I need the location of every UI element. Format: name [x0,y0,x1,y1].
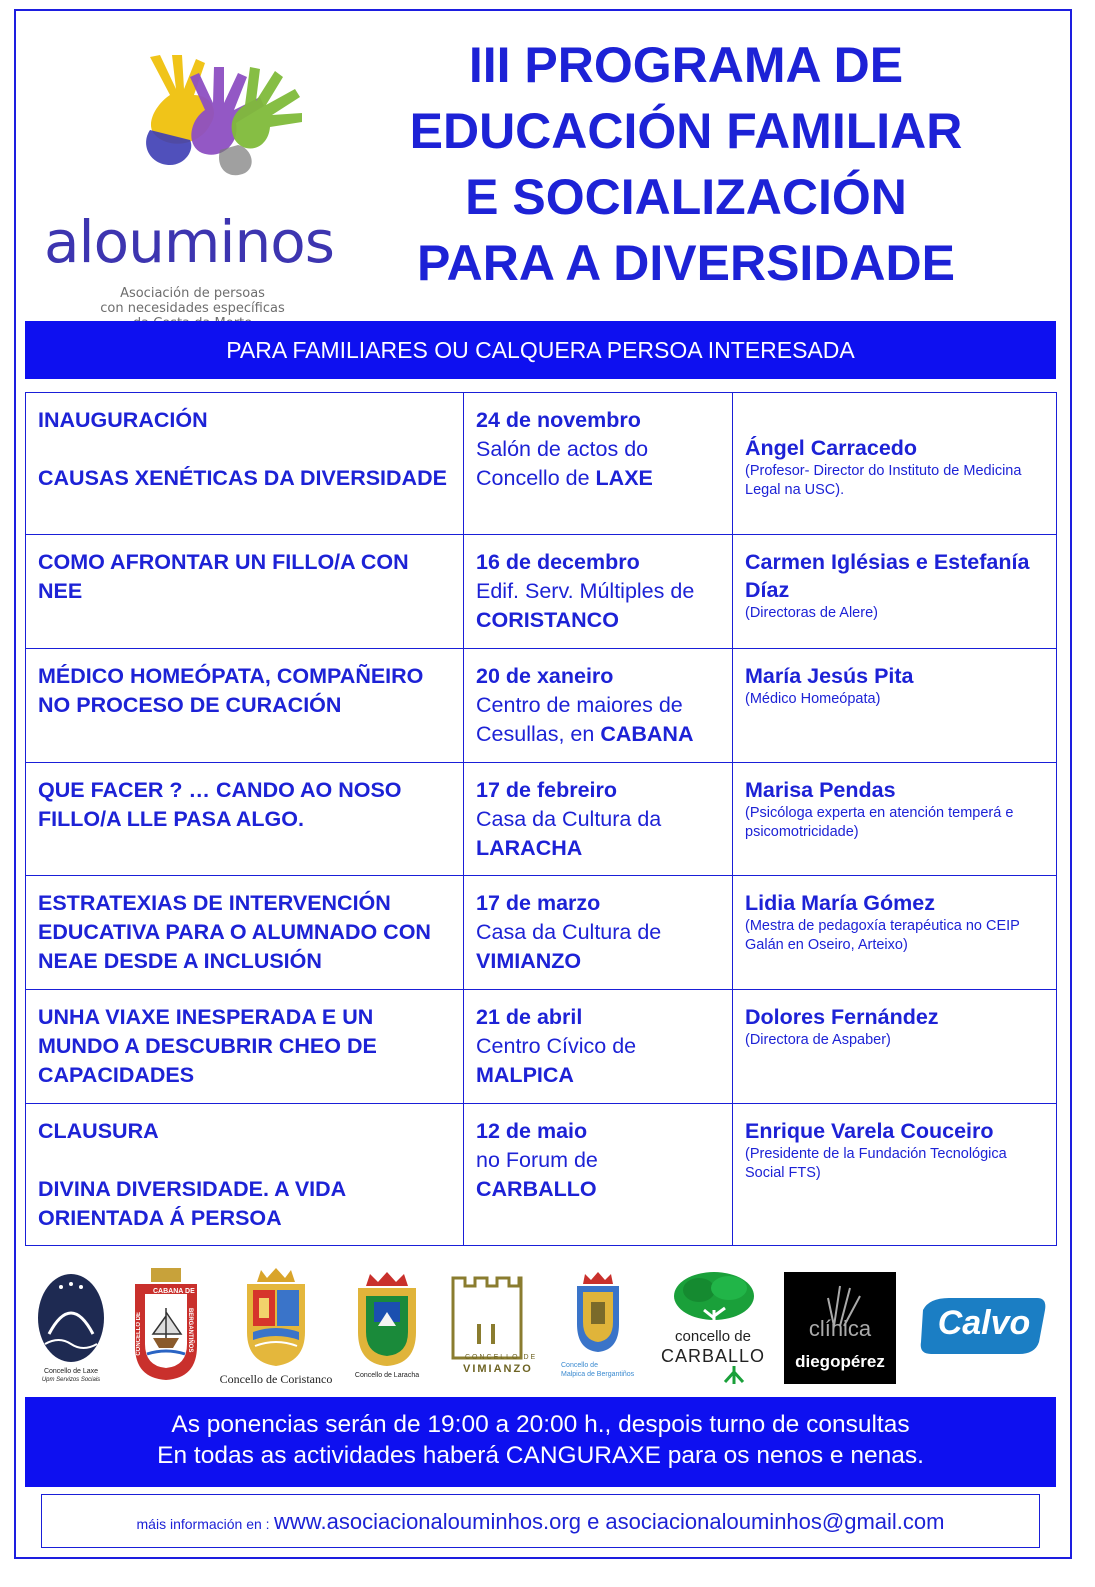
event-topic-cell [26,763,464,876]
event-label: INAUGURACIÓN [38,408,208,432]
info-prefix: máis información en : [136,1516,270,1532]
event-when-where-cell [464,763,733,876]
event-row [26,1104,1057,1246]
event-speaker: Marisa Pendas [745,778,896,802]
event-topic-cell [26,876,464,990]
event-date: 17 de febreiro [476,778,617,802]
event-topic: ESTRATEXIAS DE INTERVENCIÓN EDUCATIVA PARA O ALUMNADO CON NEAE DESDE A INCLUSIÓN [38,891,431,973]
event-speaker-cell [733,990,1057,1104]
event-when-where-cell [464,535,733,649]
info-links[interactable]: www.asociacionalouminhos.org e asociacionalouminhos@gmail.com [274,1509,945,1534]
coristanco-shield-icon [241,1268,311,1368]
event-date: 20 de xaneiro [476,664,614,688]
event-town: CABANA [600,722,694,746]
alouminos-logo [40,45,360,316]
event-topic: QUE FACER ? … CANDO AO NOSO FILLO/A LLE PASA ALGO. [38,778,402,831]
event-speaker-cell [733,393,1057,535]
laracha-logo: Concello de Laracha [347,1272,427,1384]
event-speaker-role: (Directora de Aspaber) [745,1032,891,1048]
vimianzo-logo: CONCELLO DE VIMIANZO [445,1272,545,1384]
event-topic: CAUSAS XENÉTICAS DA DIVERSIDADE [38,466,447,490]
event-topic: DIVINA DIVERSIDADE. A VIDA ORIENTADA Á PERSOA [38,1177,346,1230]
audience-banner: PARA FAMILIARES OU CALQUERA PERSOA INTERESADA [25,321,1056,379]
event-speaker: Carmen Iglésias e Estefanía Díaz [745,550,1030,602]
page-title: III PROGRAMA DE EDUCACIÓN FAMILIAR E SOCIALIZACIÓN PARA A DIVERSIDADE [409,37,963,291]
logo-wordmark: alouminos [44,208,334,276]
event-topic-cell [26,649,464,763]
carballo-logo: concello de CARBALLO [653,1270,773,1386]
event-town: MALPICA [476,1063,574,1087]
event-place: Centro de maiores de Cesullas, en CABANA [476,693,694,746]
event-town: VIMIANZO [476,949,582,973]
event-topic-cell [26,1104,464,1246]
event-row [26,876,1057,990]
event-speaker-cell [733,763,1057,876]
event-speaker: Lidia María Gómez [745,891,935,915]
event-town: LAXE [595,466,653,490]
event-speaker: María Jesús Pita [745,664,914,688]
event-speaker-role: (Directoras de Alere) [745,605,878,621]
event-row [26,535,1057,649]
event-place: Casa da Cultura de VIMIANZO [476,920,662,973]
event-when-where-cell [464,393,733,535]
event-row [26,990,1057,1104]
event-town: CARBALLO [476,1177,597,1201]
contact-info [41,1494,1040,1548]
event-topic: UNHA VIAXE INESPERADA E UN MUNDO A DESCUBRIR CHEO DE CAPACIDADES [38,1005,377,1087]
event-town: CORISTANCO [476,608,619,632]
event-speaker-role: (Médico Homeópata) [745,691,881,707]
tree-icon [669,1270,759,1330]
laxe-emblem-icon [35,1272,107,1368]
event-when-where-cell [464,1104,733,1246]
event-row [26,393,1057,535]
event-when-where-cell [464,649,733,763]
laracha-shield-icon [354,1272,420,1368]
event-topic-cell [26,535,464,649]
event-speaker-role: (Presidente de la Fundación Tecnológica Social FTS) [745,1146,1007,1181]
event-place: Edif. Serv. Múltiples de CORISTANCO [476,579,695,632]
event-speaker-role: (Mestra de pedagoxía terapéutica no CEIP Galán en Oseiro, Arteixo) [745,918,1020,953]
event-speaker-role: (Psicóloga experta en atención temperá e psicomotricidade) [745,805,1014,840]
event-speaker: Enrique Varela Couceiro [745,1119,994,1143]
vimianzo-tower-icon [449,1274,525,1360]
event-speaker-cell [733,535,1057,649]
event-speaker-cell [733,649,1057,763]
malpica-shield-icon [573,1272,623,1354]
hands-icon [40,45,360,215]
schedule-notice: As ponencias serán de 19:00 a 20:00 h., despois turno de consultas En todas as actividades haberá CANGURAXE para os nenos e nenas. [25,1397,1056,1487]
calvo-logo: Calvo [919,1296,1049,1356]
event-when-where-cell [464,990,733,1104]
event-town: LARACHA [476,836,583,860]
event-when-where-cell [464,876,733,990]
event-date: 16 de decembro [476,550,640,574]
event-speaker-cell [733,1104,1057,1246]
event-topic: COMO AFRONTAR UN FILLO/A CON NEE [38,550,409,603]
event-topic-cell [26,393,464,535]
event-label: CLAUSURA [38,1119,159,1143]
roots-icon [719,1366,749,1386]
event-place: Centro Cívico de MALPICA [476,1034,637,1087]
event-place: Salón de actos do Concello de LAXE [476,437,653,490]
event-topic: MÉDICO HOMEÓPATA, COMPAÑEIRO NO PROCESO DE CURACIÓN [38,664,424,717]
sponsor-logos [25,1268,1056,1390]
event-place: Casa da Cultura da LARACHA [476,807,662,860]
coristanco-logo: Concello de Coristanco [211,1268,341,1388]
clinica-logo: clínica diegopérez [784,1272,896,1384]
event-date: 21 de abril [476,1005,583,1029]
event-speaker: Dolores Fernández [745,1005,939,1029]
event-row [26,649,1057,763]
events-table [25,392,1057,1246]
logo-subtitle: Asociación de persoas con necesidades específicas [100,286,285,316]
event-row [26,763,1057,876]
event-date: 24 de novembro [476,408,641,432]
malpica-logo: Concello de Malpica de Bergantiños [559,1272,649,1384]
event-topic-cell [26,990,464,1104]
laxe-logo: Concello de Laxe Upm Servizos Sociais [31,1272,111,1384]
event-speaker-cell [733,876,1057,990]
event-speaker-role: (Profesor- Director do Instituto de Medicina Legal na USC). [745,463,1022,498]
event-speaker: Ángel Carracedo [745,436,918,460]
event-date: 17 de marzo [476,891,601,915]
event-place: no Forum de CARBALLO [476,1148,598,1201]
cabana-logo: CABANA DE BERGANTIÑOS CONCELLO DE [131,1268,201,1386]
event-date: 12 de maio [476,1119,588,1143]
